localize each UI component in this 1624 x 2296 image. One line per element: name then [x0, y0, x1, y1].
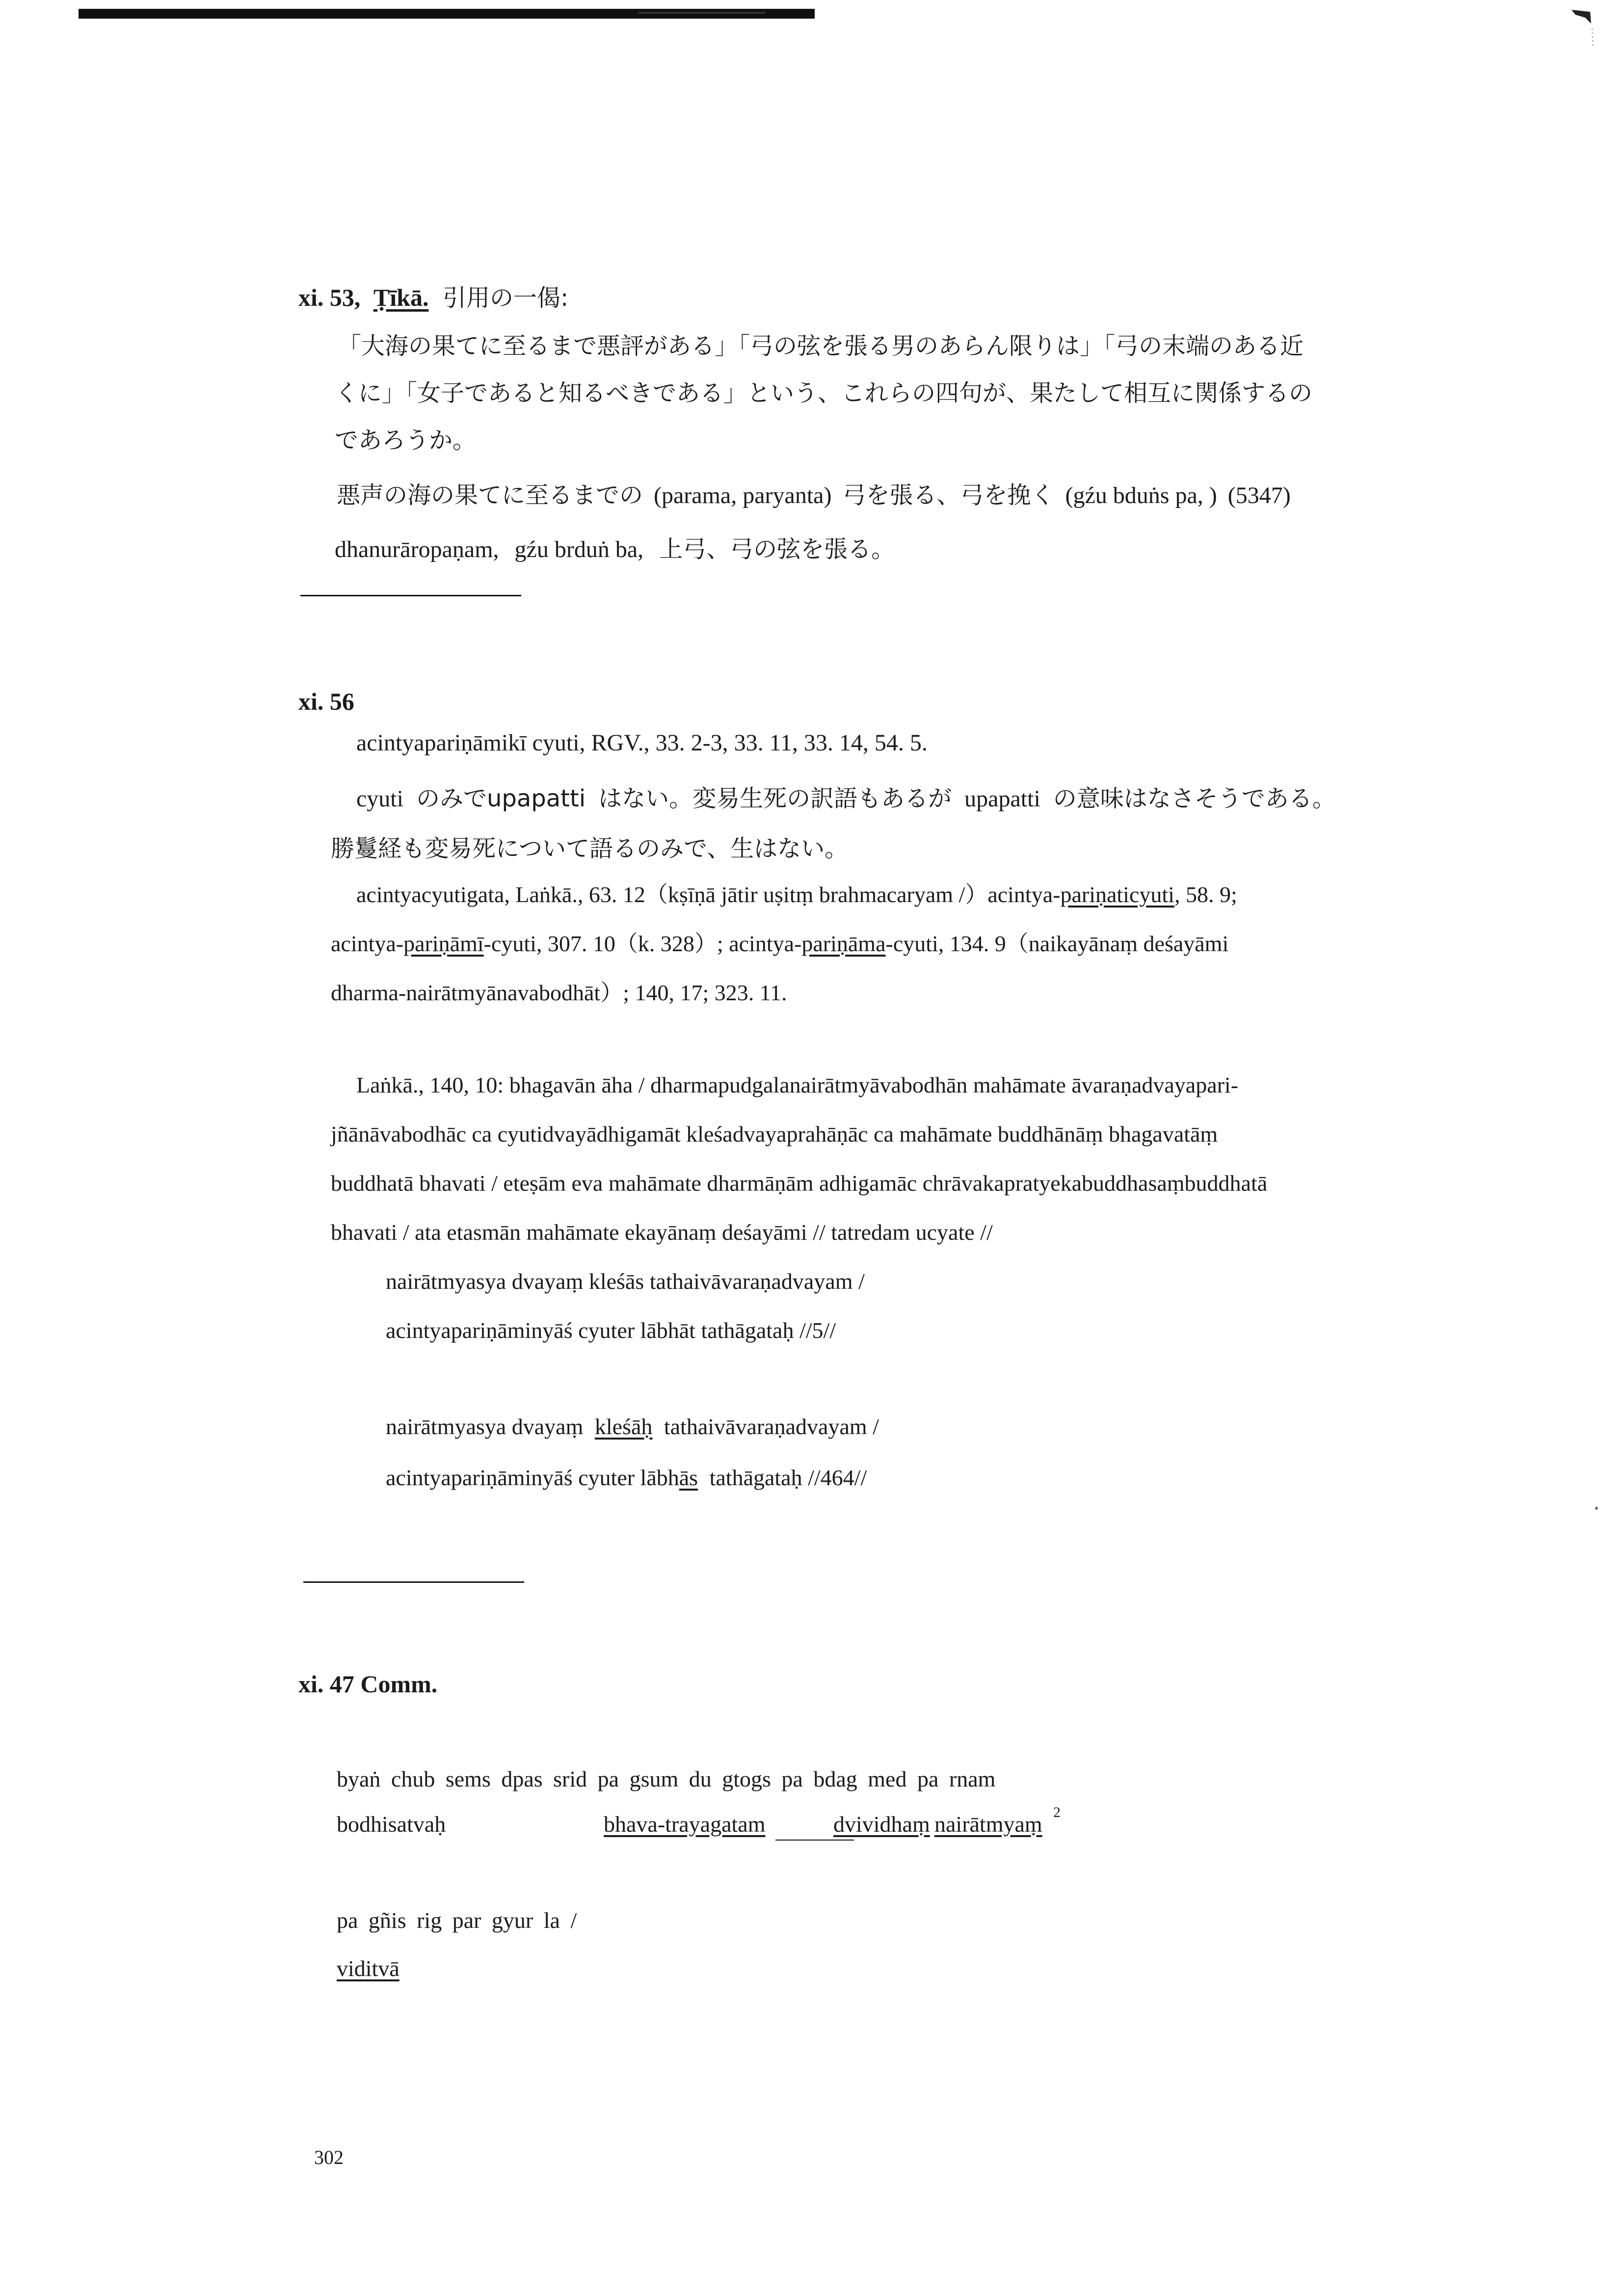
- paragraph-line: であろうか。: [335, 427, 477, 454]
- paragraph-line: dhanurāropaṇam, gźu brduṅ ba, 上弓、弓の弦を張る。: [335, 535, 895, 563]
- paragraph-line: cyuti のみでupapatti はない。変易生死の訳語もあるが upapatti の意味はなさそうである。: [356, 785, 1336, 812]
- footnote-rule: [300, 595, 521, 596]
- section-heading-xi-53: xi. 53, Ṭīkā. 引用の一偈:: [298, 284, 569, 312]
- footnote-rule: [303, 1581, 524, 1583]
- verse-line: acintyapariṇāminyāś cyuter lābhās tathāgataḥ //464//: [386, 1465, 867, 1490]
- sanskrit-gloss-line: bodhisatvaḥ bhava-trayagatam dvividhaṃ nairātmyaṃ 2: [337, 1804, 1061, 1837]
- paragraph-line: jñānāvabodhāc ca cyutidvayādhigamāt kleśadvayaprahāṇāc ca mahāmate buddhānāṃ bhagavatāṃ: [331, 1121, 1218, 1147]
- paragraph-line: acintyacyutigata, Laṅkā., 63. 12（kṣīṇā jātir uṣitṃ brahmacaryam /）acintya-pariṇaticyuti, 58. 9;: [356, 882, 1237, 907]
- paragraph-line: 勝鬘経も変易死について語るのみで、生はない。: [331, 835, 849, 862]
- section-heading-xi-47: xi. 47 Comm.: [298, 1670, 438, 1698]
- paragraph-line: くに」「女子であると知るべきである」という、これらの四句が、果たして相互に関係するの: [335, 379, 1313, 407]
- section-heading-xi-56: xi. 56: [298, 688, 354, 715]
- page-number: 302: [314, 2146, 344, 2168]
- tibetan-line: pa gñis rig par gyur la /: [337, 1908, 577, 1933]
- paragraph-line: buddhatā bhavati / eteṣām eva mahāmate dharmāṇām adhigamāc chrāvakapratyekabuddhasaṃbuddhatā: [331, 1171, 1268, 1196]
- paragraph-line: dharma-nairātmyānavabodhāt）; 140, 17; 323. 11.: [331, 980, 787, 1005]
- paragraph-line: 悪声の海の果てに至るまでの (parama, paryanta) 弓を張る、弓を挽く (gźu bduṅs pa, ) (5347): [337, 481, 1291, 509]
- tibetan-line: byaṅ chub sems dpas srid pa gsum du gtogs pa bdag med pa rnam: [337, 1766, 996, 1791]
- paragraph-line: acintya-pariṇāmī-cyuti, 307. 10（k. 328）; acintya-pariṇāma-cyuti, 134. 9（naikayānaṃ deśayāmi: [331, 931, 1229, 956]
- paragraph-line: Laṅkā., 140, 10: bhagavān āha / dharmapudgalanairātmyāvabodhān mahāmate āvaraṇadvayapari-: [356, 1072, 1239, 1097]
- paragraph-line: 「大海の果てに至るまで悪評がある」「弓の弦を張る男のあらん限りは」「弓の末端のある近: [338, 332, 1304, 360]
- paragraph-line: acintyapariṇāmikī cyuti, RGV., 33. 2-3, 33. 11, 33. 14, 54. 5.: [356, 730, 928, 756]
- verse-line: nairātmyasya dvayaṃ kleśās tathaivāvaraṇadvayam /: [386, 1269, 865, 1294]
- paragraph-line: bhavati / ata etasmān mahāmate ekayānaṃ deśayāmi // tatredam ucyate //: [331, 1220, 993, 1245]
- underline-connector: [775, 1840, 854, 1841]
- sanskrit-gloss-line: viditvā: [337, 1956, 399, 1981]
- verse-line: acintyapariṇāminyāś cyuter lābhāt tathāgataḥ //5//: [386, 1318, 836, 1343]
- verse-line: nairātmyasya dvayaṃ kleśāḥ tathaivāvaraṇadvayam /: [386, 1414, 879, 1439]
